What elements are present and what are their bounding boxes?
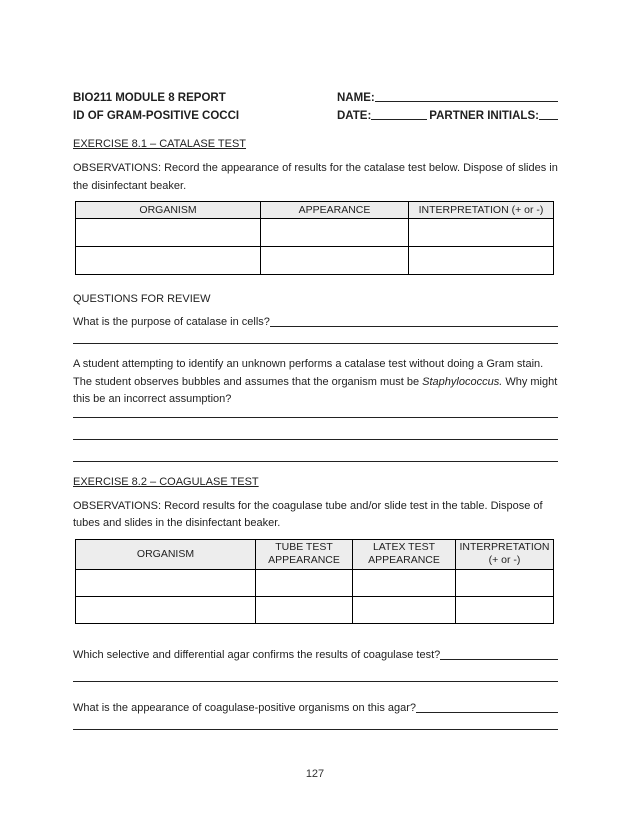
table-cell — [409, 219, 554, 247]
answer-blank-inline — [270, 314, 558, 327]
column-header-tube-test: TUBE TEST APPEARANCE — [256, 539, 353, 569]
report-title: BIO211 MODULE 8 REPORT — [73, 92, 226, 104]
table-row — [76, 219, 554, 247]
partner-initials-label: PARTNER INITIALS: — [429, 110, 539, 122]
exercise-8-2-observations: OBSERVATIONS: Record results for the coagulase tube and/or slide test in the table. Dispose of tubes and slides in the disinfectant beaker. — [73, 499, 543, 529]
table-cell — [353, 596, 456, 623]
table-row — [76, 596, 554, 623]
answer-blank-line — [73, 461, 558, 462]
answer-blank-line — [73, 343, 558, 344]
page-number: 127 — [305, 768, 325, 780]
report-header — [73, 89, 558, 125]
catalase-results-table — [75, 201, 554, 275]
column-header-interpretation: INTERPRETATION (+ or -) — [456, 539, 554, 569]
table-cell — [456, 569, 554, 596]
table-cell — [76, 569, 256, 596]
question-text: What is the appearance of coagulase-positive organisms on this agar? — [73, 701, 417, 714]
student-info-block — [337, 89, 558, 125]
table-row — [76, 569, 554, 596]
table-cell — [256, 569, 353, 596]
table-cell — [76, 247, 261, 275]
coagulase-results-table — [75, 539, 554, 624]
coagulase-question-1 — [73, 647, 558, 664]
date-blank-field — [371, 107, 427, 120]
date-row — [337, 107, 558, 125]
table-cell — [261, 219, 409, 247]
answer-blank-line — [73, 417, 558, 418]
answer-blank-line — [73, 439, 558, 440]
table-cell — [76, 219, 261, 247]
answer-blank-inline — [416, 700, 558, 713]
column-header-organism: ORGANISM — [76, 202, 261, 219]
table-cell — [261, 247, 409, 275]
exercise-8-1-heading: EXERCISE 8.1 – CATALASE TEST — [73, 138, 247, 150]
name-label: NAME: — [337, 92, 375, 104]
exercise-8-2-heading: EXERCISE 8.2 – COAGULASE TEST — [73, 475, 259, 488]
exercise-8-1-observations: OBSERVATIONS: Record the appearance of results for the catalase test below. Dispose of slides in the disinfectant beaker. — [73, 162, 558, 192]
catalase-question-1 — [73, 314, 558, 331]
column-header-interpretation: INTERPRETATION (+ or -) — [409, 202, 554, 219]
table-cell — [353, 569, 456, 596]
date-label: DATE: — [337, 110, 372, 122]
column-header-organism: ORGANISM — [76, 539, 256, 569]
table-cell — [256, 596, 353, 623]
table-header-row — [76, 202, 554, 219]
answer-blank-line — [73, 681, 558, 682]
catalase-question-2 — [73, 356, 558, 409]
table-cell — [409, 247, 554, 275]
report-title-block — [73, 89, 337, 125]
table-row — [76, 247, 554, 275]
answer-blank-line — [73, 729, 558, 730]
coagulase-question-2 — [73, 700, 558, 717]
column-header-latex-test: LATEX TEST APPEARANCE — [353, 539, 456, 569]
table-cell — [76, 596, 256, 623]
name-row — [337, 89, 558, 107]
report-subtitle: ID OF GRAM-POSITIVE COCCI — [73, 110, 240, 122]
questions-for-review-heading: QUESTIONS FOR REVIEW — [73, 293, 211, 305]
table-cell — [456, 596, 554, 623]
question-text-part2: Why might this be an incorrect assumption? — [73, 375, 558, 405]
page-content — [73, 89, 558, 730]
italic-organism-name: Staphylococcus. — [422, 375, 503, 388]
question-text: What is the purpose of catalase in cells? — [73, 316, 270, 328]
question-text-part1: A student attempting to identify an unknown performs a catalase test without doing a Gram stain. The student observes bubbles and assumes that the organism must be — [73, 358, 544, 388]
question-text: Which selective and differential agar confirms the results of coagulase test? — [73, 648, 441, 661]
partner-initials-blank-field — [539, 107, 558, 120]
name-blank-field — [375, 89, 558, 102]
column-header-appearance: APPEARANCE — [261, 202, 409, 219]
answer-blank-inline — [440, 647, 558, 660]
table-header-row — [76, 539, 554, 569]
